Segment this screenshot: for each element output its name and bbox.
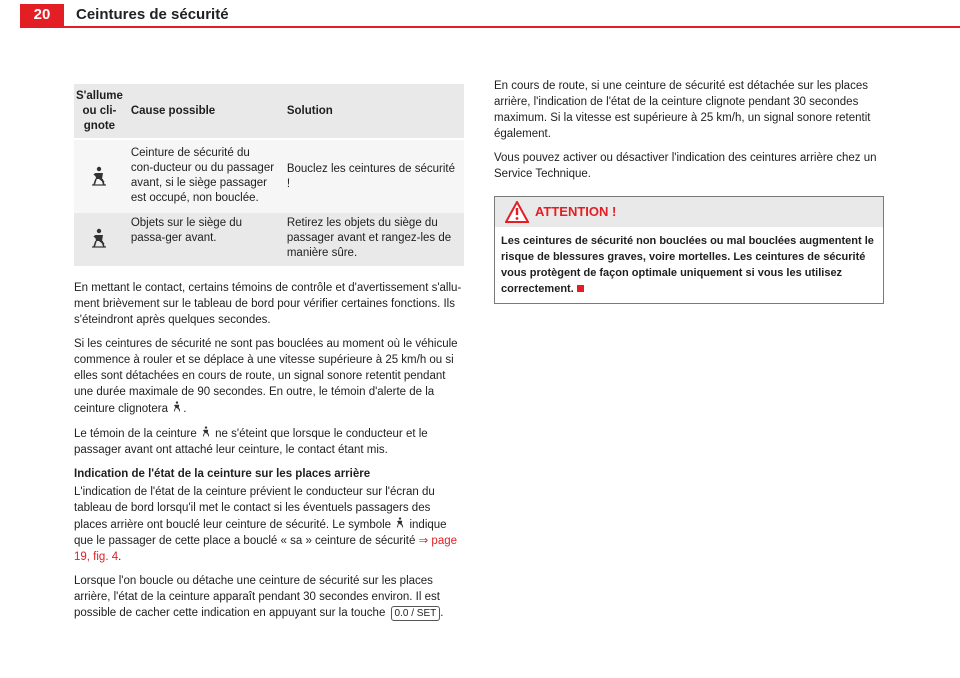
page-reference-link[interactable]: ⇒ page 19, fig. 4 xyxy=(74,535,458,563)
paragraph-belt-light-start: Le témoin de la ceinture xyxy=(74,428,197,440)
seatbelt-warning-icon xyxy=(90,228,108,250)
table-cell-cause: Objets sur le siège du passa-ger avant. xyxy=(125,213,281,266)
column-header-cause: Cause possible xyxy=(125,84,281,139)
warning-box xyxy=(494,196,884,304)
paragraph-ignition: En mettant le contact, certains témoins de contrôle et d'avertissement s'allu-ment brièvement sur le tableau de bord pour vérifier certaines fonctions. Ils s'éteindront après quelques secondes. xyxy=(74,282,462,326)
warning-header xyxy=(495,197,883,227)
table-cell-cause: Ceinture de sécurité du con-ducteur ou du passager avant, si le siège passager est occupé, non bouclée. xyxy=(125,139,281,213)
left-column xyxy=(74,84,464,629)
end-marker-icon xyxy=(577,285,584,292)
seatbelt-icon xyxy=(172,400,182,414)
right-column xyxy=(494,78,884,304)
header-rule xyxy=(20,26,960,28)
seatbelt-icon xyxy=(395,516,405,530)
paragraph-end: . xyxy=(118,551,122,563)
table-header-row xyxy=(74,84,464,139)
warning-body xyxy=(495,227,883,303)
table-cell-icon xyxy=(74,213,125,266)
table-row xyxy=(74,213,464,266)
table-row xyxy=(74,139,464,213)
seatbelt-warning-icon xyxy=(90,166,108,188)
paragraph-speed-warning xyxy=(74,336,464,417)
paragraph-rear-indicator-start: L'indication de l'état de la ceinture prévient le conducteur sur l'écran du tableau de bord lorsqu'il met le contact si les éventuels passagers des places arrière ont bouclé leur ceinture de sécurité. Le symbole xyxy=(74,486,435,531)
table-cell-icon xyxy=(74,139,125,213)
paragraph-belt-light xyxy=(74,425,464,458)
table-cell-solution: Retirez les objets du siège du passager avant et rangez-les de manière sûre. xyxy=(281,213,464,266)
paragraph-hide-indicator xyxy=(74,573,464,621)
column-header-solution: Solution xyxy=(281,84,464,139)
seatbelt-icon xyxy=(201,425,211,439)
paragraph-rear-indicator xyxy=(74,484,464,565)
column-header-lights: S'allume ou cli-gnote xyxy=(74,84,125,139)
warning-title: ATTENTION ! xyxy=(535,204,617,219)
paragraph-speed-warning-text: Si les ceintures de sécurité ne sont pas bouclées au moment où le véhicule commence à rouler et se déplace à une vitesse supérieure à 25 km/h ou si elles sont détachées en cours de route, un signal sonore retentit pendant une durée maximale de 90 secondes. En outre, le témoin d'alerte de la ceinture clignotera xyxy=(74,338,458,415)
set-key-label: 0.0 / SET xyxy=(391,606,441,621)
paragraph-end: . xyxy=(183,403,187,415)
paragraph-belt-light-end: ne s'éteint que lorsque le conducteur et le passager avant ont attaché leur ceinture, le contact étant mis. xyxy=(74,428,428,456)
table-cell-solution: Bouclez les ceintures de sécurité ! xyxy=(281,139,464,213)
warning-triangle-icon xyxy=(505,201,529,223)
warning-light-table xyxy=(74,84,464,266)
paragraph-rear-unbuckled: En cours de route, si une ceinture de sécurité est détachée sur les places arrière, l'indication de l'état de la ceinture clignote pendant 30 secondes maximum. Si la vitesse est supérieure à 25 km/h, un signal sonore retentit également. xyxy=(494,80,871,140)
paragraph-end: . xyxy=(440,607,444,619)
page-title: Ceintures de sécurité xyxy=(76,6,229,23)
paragraph-hide-indicator-text: Lorsque l'on boucle ou détache une ceinture de sécurité sur les places arrière, l'état de la ceinture apparaît pendant 30 secondes environ. Il est possible de cacher cette indication en appuyant sur la touche xyxy=(74,575,440,619)
warning-text: Les ceintures de sécurité non bouclées ou mal bouclées augmentent le risque de blessures graves, voire mortelles. Les ceintures de sécurité vous protègent de façon optimale uniquement si vous les utilisez correctement. xyxy=(501,235,874,295)
page-header xyxy=(0,0,960,28)
page-number: 20 xyxy=(20,4,64,26)
section-heading-rear-belts: Indication de l'état de la ceinture sur les places arrière xyxy=(74,468,371,480)
paragraph-rear-indicator-mid: indique que le passager de cette place a bouclé « sa » ceinture de sécurité xyxy=(74,519,447,547)
paragraph-service: Vous pouvez activer ou désactiver l'indication des ceintures arrière chez un Service Technique. xyxy=(494,152,877,180)
